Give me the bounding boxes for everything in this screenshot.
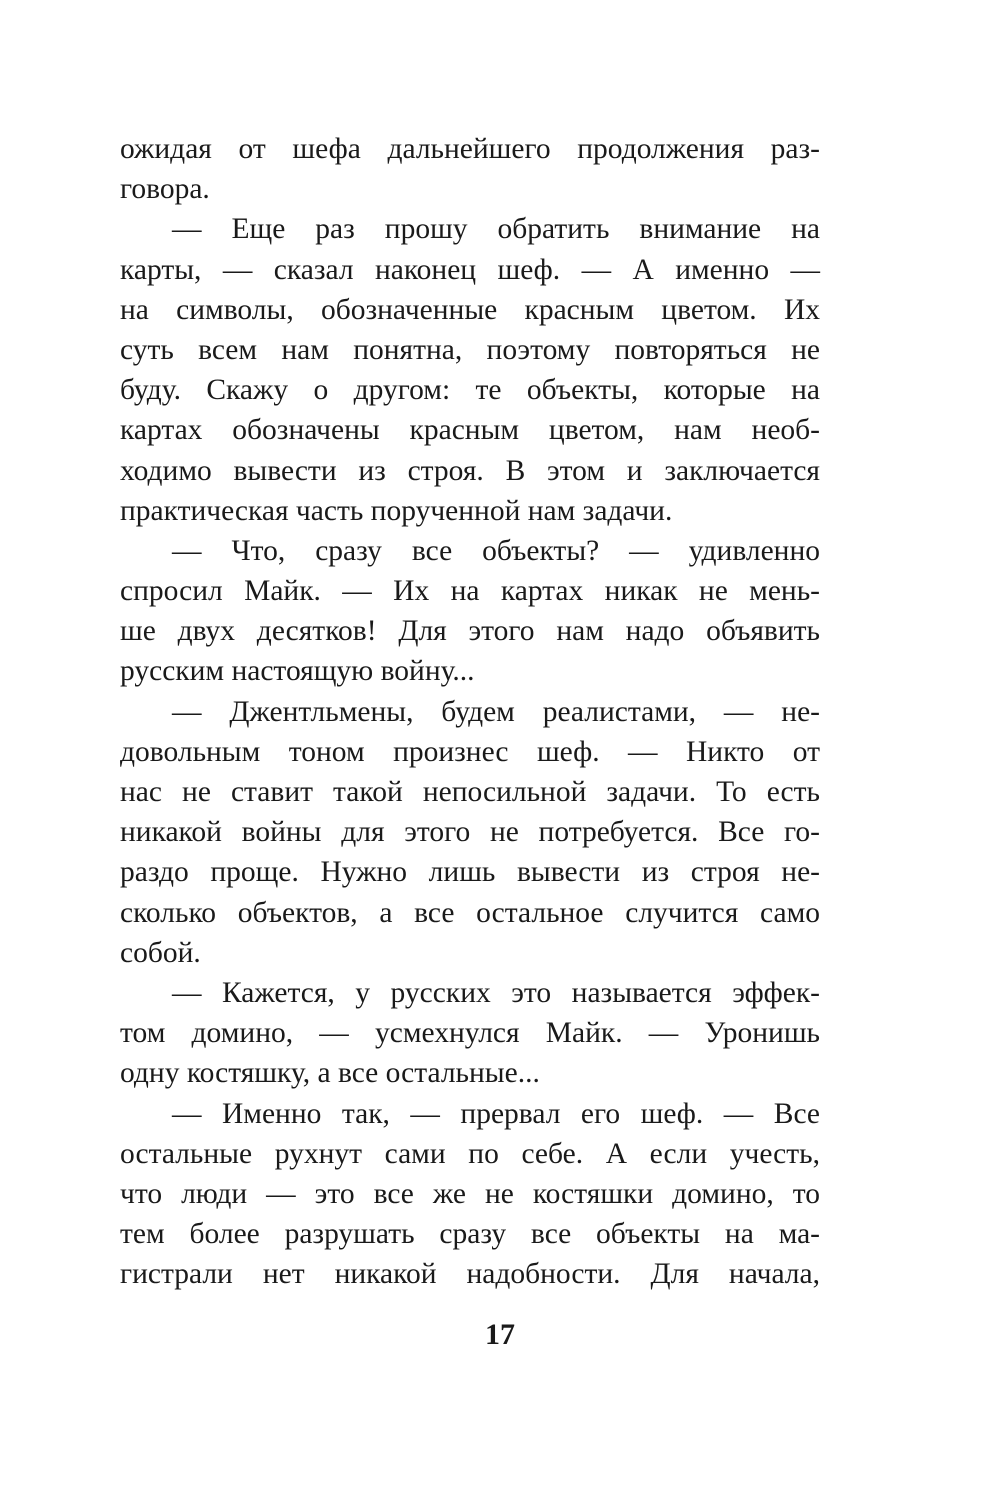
text-line: говора.: [120, 173, 210, 206]
text-line: — Кажется, у русских это называется эффек-: [172, 976, 820, 1009]
text-line: буду. Скажу о другом: те объекты, которые на: [120, 374, 820, 407]
text-line: — Еще раз прошу обратить внимание на: [172, 213, 820, 246]
text-line: никакой войны для этого не потребуется. Все го-: [120, 816, 820, 849]
text-line: ше двух десятков! Для этого нам надо объявить: [120, 615, 820, 648]
text-line: том домино, — усмехнулся Майк. — Уронишь: [120, 1017, 820, 1050]
text-line: нас не ставит такой непосильной задачи. То есть: [120, 776, 820, 808]
text-line: — Что, сразу все объекты? — удивленно: [172, 534, 820, 567]
text-line: сколько объектов, а все остальное случится само: [120, 896, 820, 929]
text-line: раздо проще. Нужно лишь вывести из строя не-: [120, 856, 820, 889]
text-line: спросил Майк. — Их на картах никак не мень-: [120, 575, 820, 608]
text-line: — Именно так, — прервал его шеф. — Все: [172, 1097, 820, 1130]
text-line: довольным тоном произнес шеф. — Никто от: [120, 735, 820, 768]
text-line: ходимо вывести из строя. В этом и заключается: [120, 454, 820, 487]
text-line: ожидая от шефа дальнейшего продолжения раз-: [120, 133, 820, 165]
text-line: остальные рухнут сами по себе. А если учесть,: [120, 1137, 820, 1170]
text-line: собой.: [120, 936, 201, 969]
text-line: одну костяшку, а все остальные...: [120, 1057, 540, 1090]
page-number: 17: [485, 1318, 515, 1351]
text-line: практическая часть порученной нам задачи.: [120, 494, 673, 527]
text-line: на символы, обозначенные красным цветом. Их: [120, 293, 820, 326]
text-line: гистрали нет никакой надобности. Для начала,: [120, 1258, 820, 1291]
text-line: картах обозначены красным цветом, нам необ-: [120, 414, 820, 447]
body-text: [120, 129, 820, 1294]
text-line: суть всем нам понятна, поэтому повторяться не: [120, 333, 820, 366]
text-line: карты, — сказал наконец шеф. — А именно —: [120, 253, 820, 286]
text-line: тем более разрушать сразу все объекты на ма-: [120, 1218, 820, 1251]
text-line: — Джентльмены, будем реалистами, — не-: [172, 695, 820, 728]
text-line: что люди — это все же не костяшки домино, то: [120, 1177, 820, 1210]
text-line: русским настоящую войну...: [120, 655, 475, 688]
